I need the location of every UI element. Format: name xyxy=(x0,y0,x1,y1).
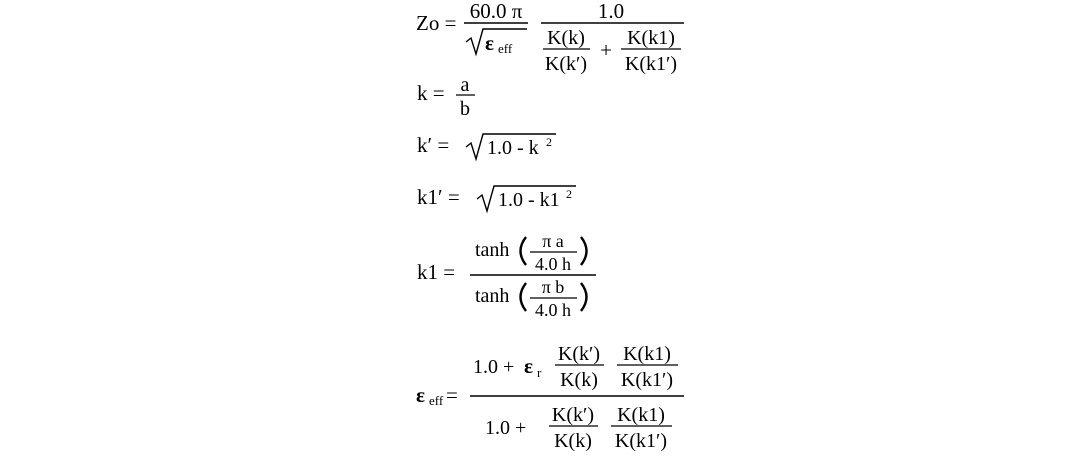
k1-top-arg-denominator: 4.0 h xyxy=(535,254,571,274)
k1prime-lhs: k1′ = xyxy=(417,185,460,209)
eeff-d1-denominator: K(k) xyxy=(554,430,592,452)
eeff-d2-denominator: K(k1′) xyxy=(614,430,668,452)
equation-k1-prime xyxy=(0,180,1076,220)
k-numerator: a xyxy=(460,76,470,96)
zo-term2-numerator: K(k1) xyxy=(627,27,675,49)
k1-bottom-arg-numerator: π b xyxy=(541,277,565,297)
zo-coef-numerator: 60.0 π xyxy=(469,0,523,23)
equation-effective-permittivity xyxy=(0,338,1076,475)
kprime-lhs: k′ = xyxy=(417,133,450,157)
eeff-n2-denominator: K(k1′) xyxy=(620,369,674,391)
zo-plus: + xyxy=(600,38,612,62)
k1-bottom-arg-denominator: 4.0 h xyxy=(535,300,571,320)
equation-k1 xyxy=(0,226,1076,326)
k-lhs: k = xyxy=(417,81,445,105)
k1-top-arg-numerator: π a xyxy=(542,231,564,251)
kprime-radicand: 1.0 - k xyxy=(487,137,539,159)
zo-term1-denominator: K(k′) xyxy=(544,53,588,75)
eeff-equals: = xyxy=(446,383,458,407)
k-denominator: b xyxy=(460,98,470,120)
k1-tanh-top: tanh xyxy=(475,239,510,261)
zo-eps-subscript: eff xyxy=(498,41,513,56)
eeff-er-symbol: ε xyxy=(524,354,533,378)
k1prime-exponent: 2 xyxy=(566,187,572,201)
eeff-n1-numerator: K(k′) xyxy=(557,343,601,365)
equation-characteristic-impedance xyxy=(0,0,1076,80)
k1-tanh-bottom: tanh xyxy=(475,285,510,307)
k1prime-radicand: 1.0 - k1 xyxy=(498,189,560,211)
eeff-lhs-subscript: eff xyxy=(429,393,444,408)
eeff-n2-numerator: K(k1) xyxy=(623,343,671,365)
zo-sqrt-symbol xyxy=(466,29,527,54)
eeff-lhs-eps-symbol: ε xyxy=(416,383,425,407)
equation-k xyxy=(0,76,1076,124)
eeff-num-prefix: 1.0 + xyxy=(473,356,515,378)
k1-lhs: k1 = xyxy=(417,260,456,284)
eeff-er-subscript: r xyxy=(537,365,542,380)
zo-term1-numerator: K(k) xyxy=(547,27,585,49)
zo-term2-denominator: K(k1′) xyxy=(624,53,678,75)
eeff-n1-denominator: K(k) xyxy=(560,369,598,391)
k1-bottom-left-paren xyxy=(521,283,527,311)
eeff-d1-numerator: K(k′) xyxy=(551,404,595,426)
k1-bottom-right-paren xyxy=(581,283,587,311)
eeff-den-prefix: 1.0 + xyxy=(485,417,527,439)
zo-eps-symbol: ε xyxy=(485,31,494,55)
zo-lhs: Zo = xyxy=(416,11,457,35)
kprime-exponent: 2 xyxy=(546,135,552,149)
zo-one: 1.0 xyxy=(597,0,625,23)
eeff-d2-numerator: K(k1) xyxy=(617,404,665,426)
k1-top-left-paren xyxy=(521,237,527,265)
k1-top-right-paren xyxy=(581,237,587,265)
equation-k-prime xyxy=(0,128,1076,168)
